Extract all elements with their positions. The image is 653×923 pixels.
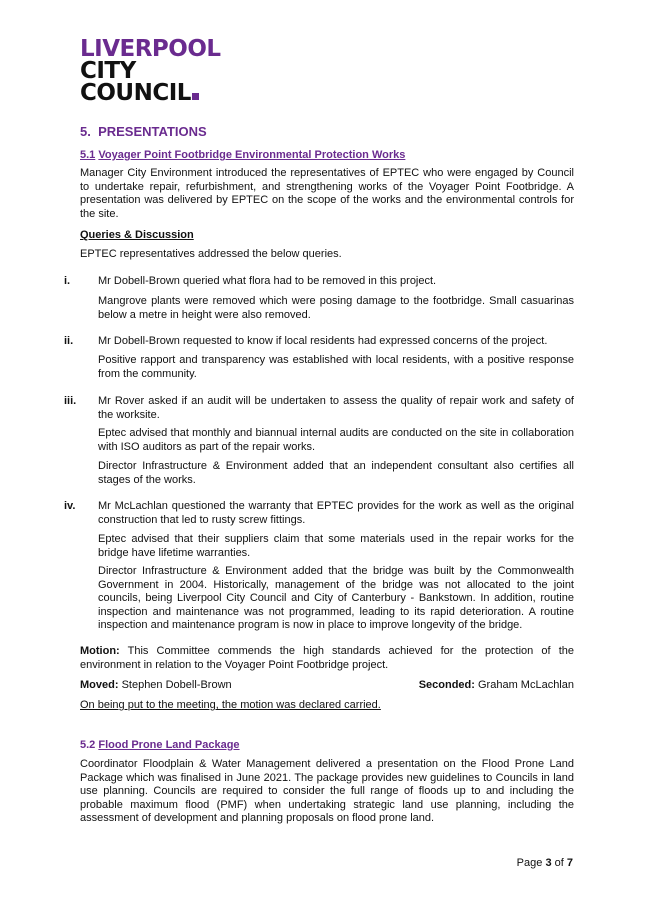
item-paragraph: Mr Rover asked if an audit will be undertaken to assess the quality of repair work and safety of the worksite.: [98, 395, 574, 421]
motion-carried: On being put to the meeting, the motion was declared carried.: [80, 699, 381, 711]
logo-line-2: CITY: [80, 58, 136, 84]
logo-dot-icon: [192, 93, 199, 100]
logo-line-1: LIVERPOOL: [80, 36, 221, 62]
queries-heading: Queries & Discussion: [80, 229, 194, 241]
council-logo: [80, 38, 221, 104]
item-number: iv.: [64, 500, 76, 512]
item-paragraph: Eptec advised that monthly and biannual internal audits are conducted on the site in collaboration with ISO auditors as part of the repair works.: [98, 427, 574, 453]
item-number: ii.: [64, 335, 74, 347]
motion-paragraph: Motion: This Committee commends the high standards achieved for the protection of the environment in relation to the Voyager Point Footbridge project.: [80, 645, 574, 671]
logo-line-3: COUNCIL: [80, 80, 191, 106]
moved-seconded-row: [80, 679, 574, 691]
moved: Moved: Stephen Dobell-Brown: [80, 679, 232, 691]
item-number: i.: [64, 275, 71, 287]
seconded: Seconded: Graham McLachlan: [418, 679, 574, 691]
intro-paragraph: Manager City Environment introduced the representatives of EPTEC who were engaged by Council to undertake repair, refurbishment, and strengthening works of the Voyager Point Footbridge. A presentation was delivered by EPTEC on the scope of the works and the environmental controls for the site.: [80, 167, 574, 220]
section-title: 5. PRESENTATIONS: [80, 124, 207, 139]
item-paragraph: Eptec advised that their suppliers claim that some materials used in the repair works for the bridge have lifetime warranties.: [98, 533, 574, 559]
item-paragraph: Mr Dobell-Brown requested to know if local residents had expressed concerns of the project.: [98, 335, 548, 347]
item-paragraph: Mr McLachlan questioned the warranty that EPTEC provides for the work as well as the original construction that led to rusty screw fittings.: [98, 500, 574, 526]
item-paragraph: Positive rapport and transparency was established with local residents, with a positive response from the community.: [98, 354, 574, 380]
item-paragraph: Mr Dobell-Brown queried what flora had to be removed in this project.: [98, 275, 437, 287]
page-number: Page 3 of 7: [516, 857, 573, 869]
subsection-5-1-title: 5.1 Voyager Point Footbridge Environmental Protection Works: [80, 149, 406, 161]
item-number: iii.: [64, 395, 77, 407]
queries-intro: EPTEC representatives addressed the below queries.: [80, 248, 342, 260]
item-paragraph: Director Infrastructure & Environment added that an independent consultant also certifies all stages of the works.: [98, 460, 574, 486]
flood-paragraph: Coordinator Floodplain & Water Management delivered a presentation on the Flood Prone Land Package which was finalised in June 2021. The package provides new guidelines to Councils in land use planning. Councils are required to consider the full range of floods up to and including the probable maximum flood (PMF) when undertaking strategic land use planning, including the assessment of development and planning proposals on flood prone land.: [80, 758, 574, 825]
item-paragraph: Director Infrastructure & Environment added that the bridge was built by the Commonwealth Government in 2004. Historically, management of the bridge was not allocated to the joint councils, being Liverpool City Council and City of Canterbury - Bankstown. In addition, routine inspection and maintenance was not programmed, leading to its rapid deterioration. A routine inspection and maintenance program is now in place to improve longevity of the bridge.: [98, 565, 574, 632]
item-paragraph: Mangrove plants were removed which were posing damage to the footbridge. Small casuarinas below a metre in height were also removed.: [98, 295, 574, 321]
subsection-5-2-title: 5.2 Flood Prone Land Package: [80, 739, 240, 751]
